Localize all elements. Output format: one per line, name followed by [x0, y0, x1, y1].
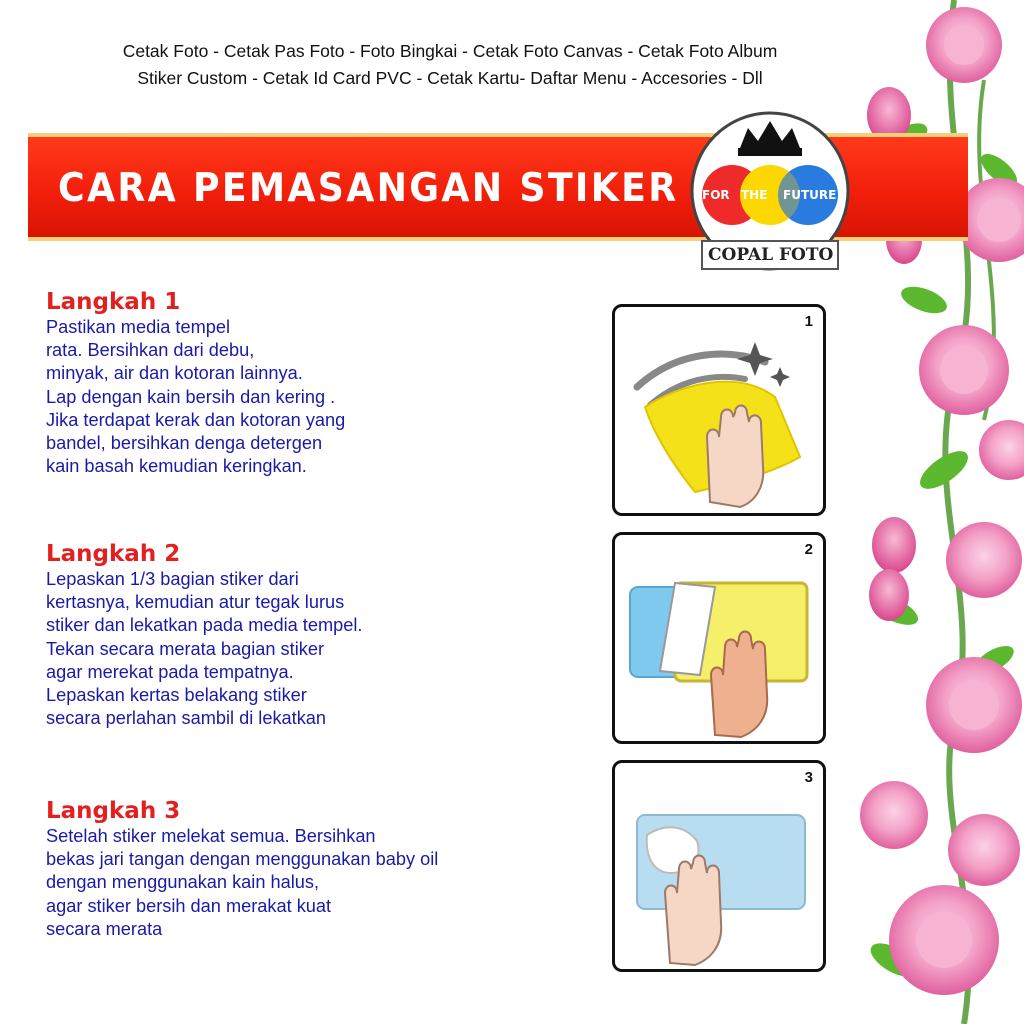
step-3 [46, 797, 606, 941]
services-list [0, 38, 900, 92]
step-line: agar stiker bersih dan merakat kuat [46, 895, 332, 916]
step-line: secara merata [46, 918, 163, 939]
step-line: Lepaskan 1/3 bagian stiker dari [46, 569, 299, 589]
step-line: secara perlahan sambil di lekatkan [46, 708, 327, 729]
step-line: rata. Bersihkan dari debu, [46, 340, 255, 361]
clean-sticker-illustration [615, 763, 823, 969]
services-line-2: Stiker Custom - Cetak Id Card PVC - Cetak Kartu- Daftar Menu - Accesories - Dll [137, 68, 763, 88]
panel-number: 2 [804, 541, 813, 558]
step-line: Lepaskan kertas belakang stiker [46, 685, 307, 706]
logo-text-future: FUTURE [783, 188, 837, 202]
step-line: dengan menggunakan kain halus, [46, 872, 320, 893]
step-heading: Langkah 1 [46, 289, 181, 315]
step-line: bandel, bersihkan denga detergen [46, 433, 323, 454]
step-line: minyak, air dan kotoran lainnya. [46, 363, 303, 384]
logo-brand: COPAL FOTO [708, 245, 834, 265]
step-line: Jika terdapat kerak dan kotoran yang [46, 409, 346, 430]
step-line: Tekan secara merata bagian stiker [46, 638, 325, 659]
step-body [46, 568, 606, 730]
panel-number: 3 [804, 769, 813, 786]
step-line: kertasnya, kemudian atur tegak lurus [46, 592, 345, 613]
panel-number: 1 [804, 313, 813, 330]
sparkle-icon [737, 342, 773, 376]
step-heading: Langkah 3 [46, 798, 181, 824]
logo-text-for: FOR [702, 188, 730, 202]
step-line: agar merekat pada tempatnya. [46, 661, 294, 682]
step-line: Lap dengan kain bersih dan kering . [46, 386, 336, 407]
illustration-panel-3 [612, 760, 826, 972]
step-2 [46, 540, 606, 730]
banner-title: CARA PEMASANGAN STIKER [58, 166, 679, 211]
services-line-1: Cetak Foto - Cetak Pas Foto - Foto Bingkai - Cetak Foto Canvas - Cetak Foto Album [122, 41, 778, 61]
step-line: kain basah kemudian keringkan. [46, 456, 307, 477]
illustration-panel-1 [612, 304, 826, 516]
wipe-cloth-illustration [615, 307, 823, 513]
step-body [46, 316, 606, 478]
apply-sticker-illustration [615, 535, 823, 741]
illustration-panel-2 [612, 532, 826, 744]
step-line: bekas jari tangan dengan menggunakan baby oil [46, 849, 439, 870]
step-line: Setelah stiker melekat semua. Bersihkan [46, 826, 376, 846]
step-body [46, 825, 606, 941]
logo-text-the: THE [741, 188, 768, 202]
step-line: stiker dan lekatkan pada media tempel. [46, 615, 363, 636]
step-1 [46, 288, 606, 478]
step-heading: Langkah 2 [46, 541, 181, 567]
step-line: Pastikan media tempel [46, 317, 230, 337]
